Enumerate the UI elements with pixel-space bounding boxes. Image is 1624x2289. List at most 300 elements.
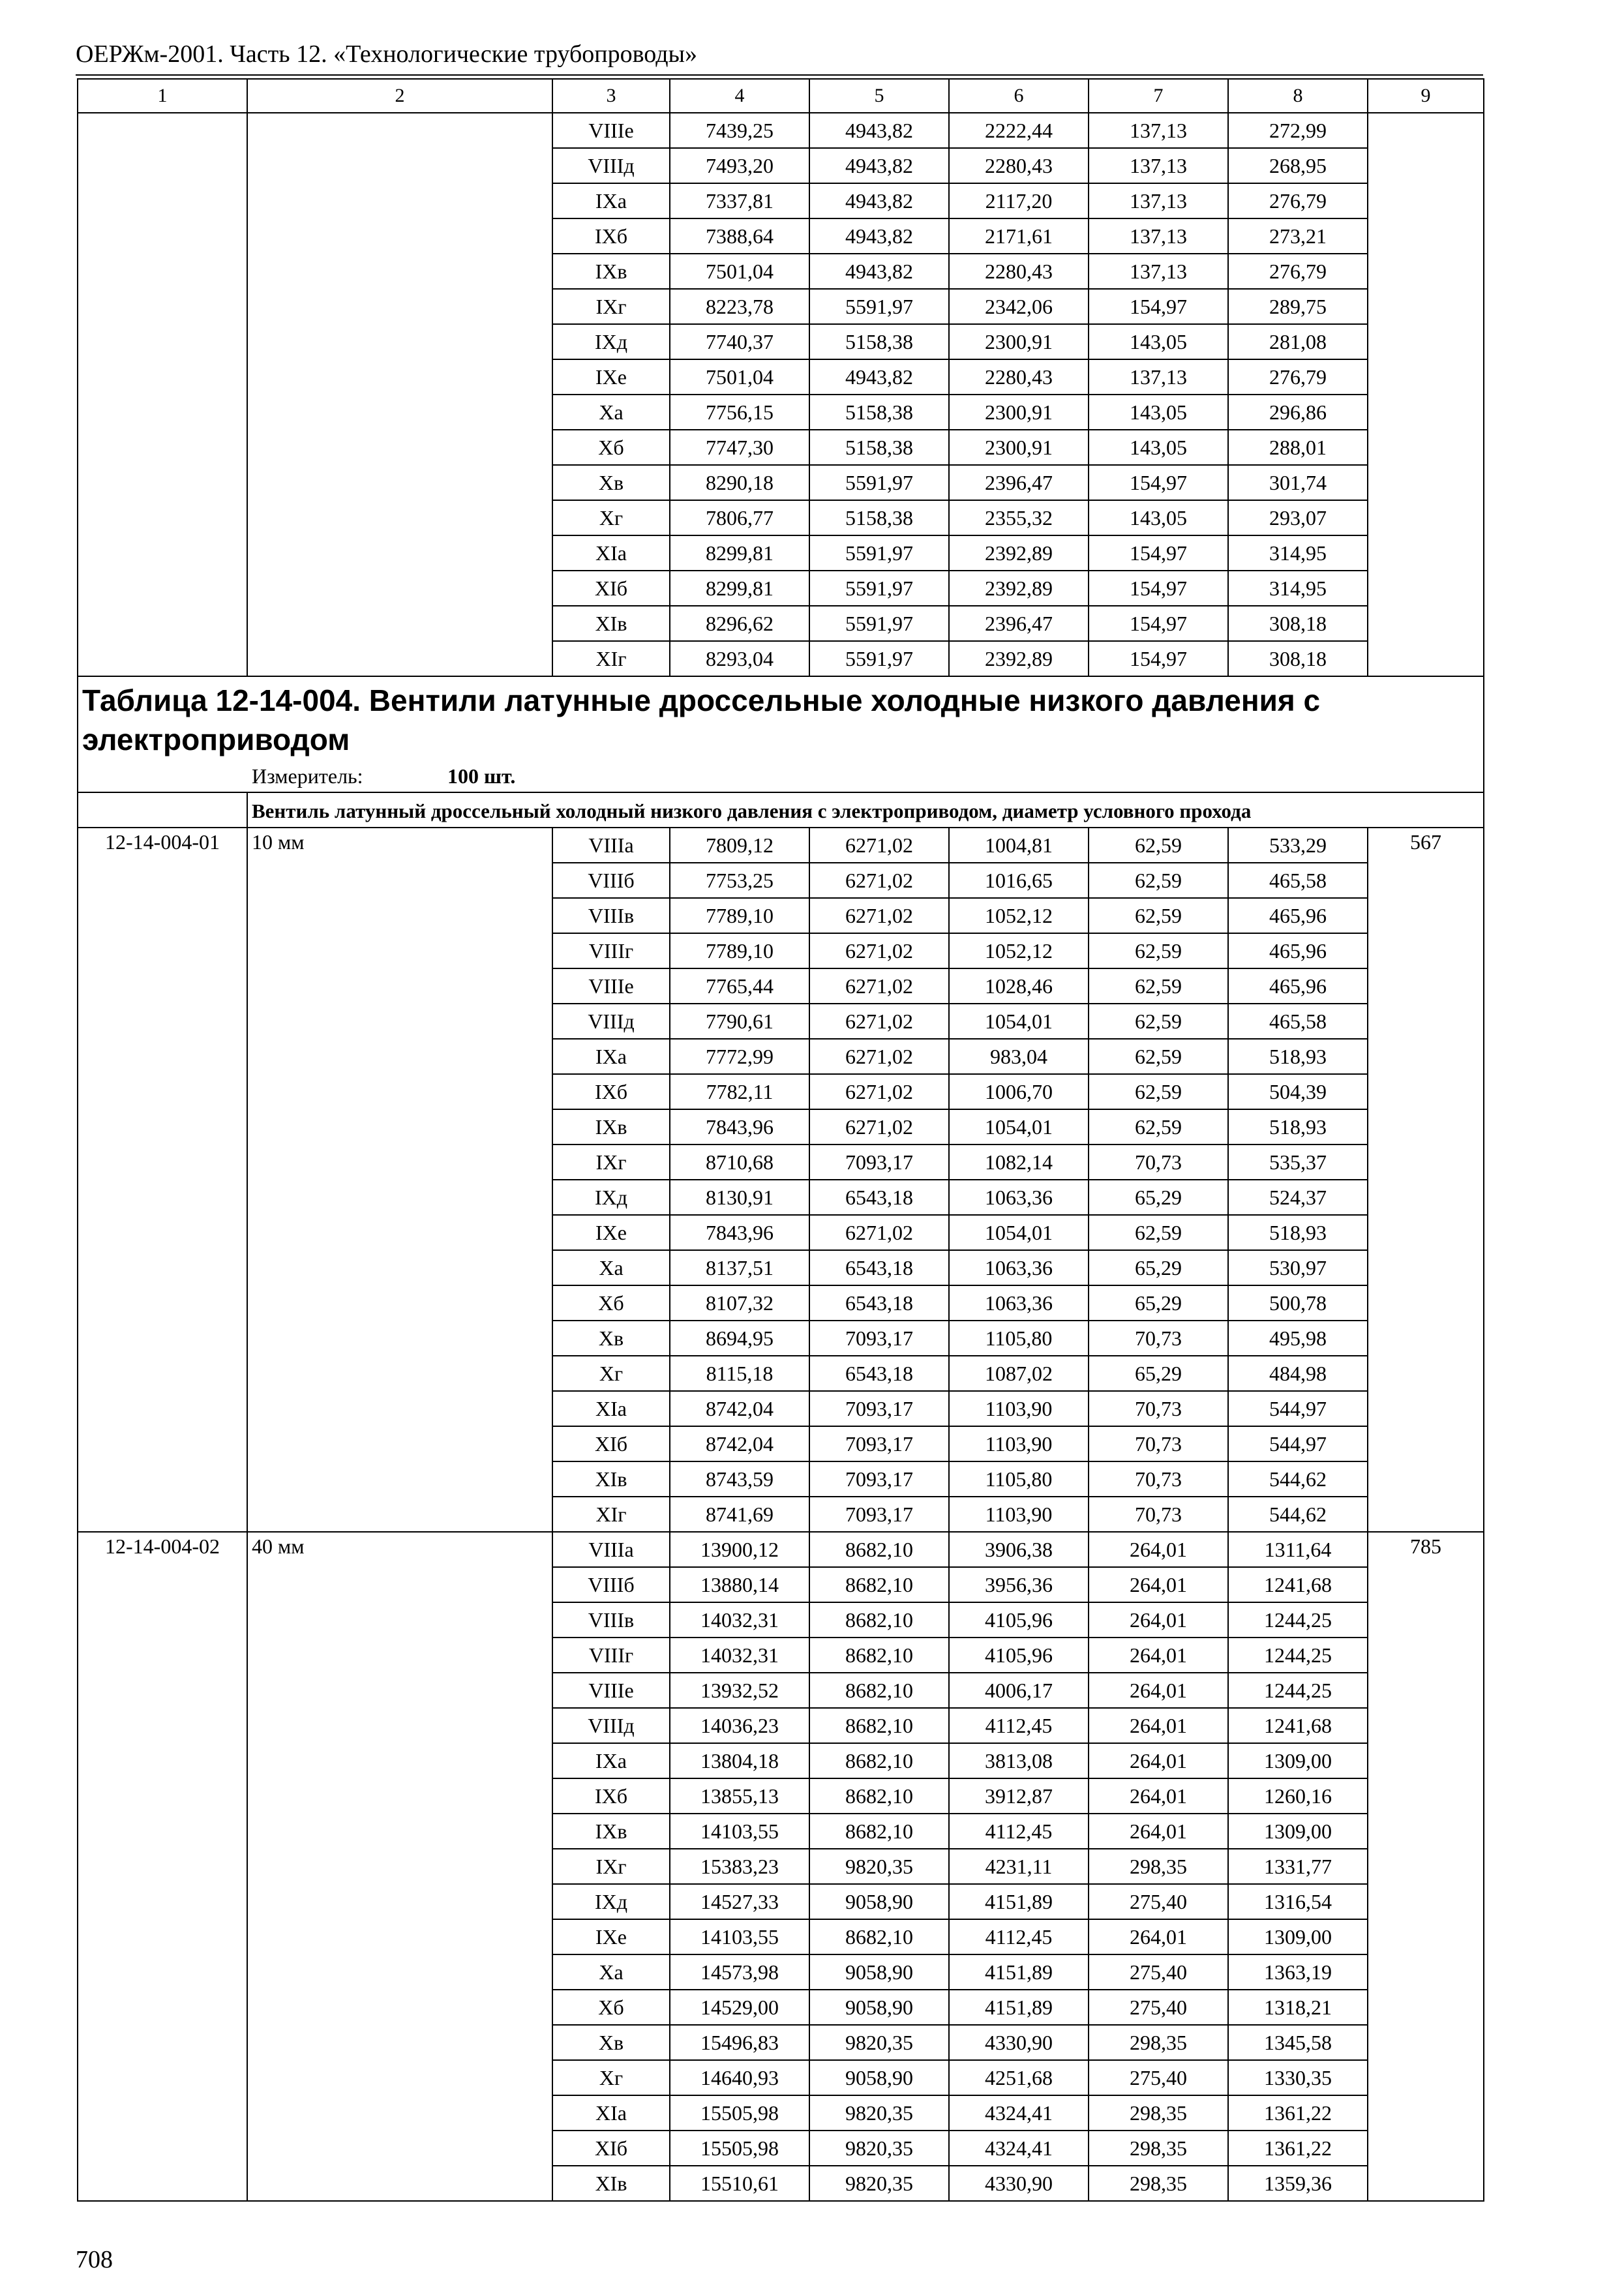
zone-cell: Xа (552, 395, 670, 430)
value-cell: 276,79 (1228, 254, 1368, 289)
value-cell: 2300,91 (949, 324, 1089, 359)
value-cell: 275,40 (1089, 1990, 1228, 2025)
price-table (77, 78, 1484, 2202)
value-cell: 264,01 (1089, 1532, 1228, 1567)
value-cell: 137,13 (1089, 218, 1228, 254)
value-cell: 5591,97 (809, 535, 949, 571)
value-cell: 533,29 (1228, 828, 1368, 863)
value-cell: 2280,43 (949, 359, 1089, 395)
value-cell: 1082,14 (949, 1144, 1089, 1180)
value-cell: 293,07 (1228, 500, 1368, 535)
value-cell: 264,01 (1089, 1673, 1228, 1708)
value-cell: 14032,31 (670, 1602, 809, 1638)
measure-label: Измеритель: (252, 764, 363, 788)
zone-cell: VIIIб (552, 1567, 670, 1602)
value-cell: 1087,02 (949, 1356, 1089, 1391)
value-cell: 1054,01 (949, 1215, 1089, 1250)
value-cell: 1309,00 (1228, 1743, 1368, 1778)
value-cell: 281,08 (1228, 324, 1368, 359)
zone-cell: XIг (552, 1497, 670, 1532)
value-cell: 264,01 (1089, 1814, 1228, 1849)
column-number: 4 (670, 79, 809, 113)
zone-cell: VIIIд (552, 148, 670, 183)
value-cell: 465,58 (1228, 1004, 1368, 1039)
value-cell: 288,01 (1228, 430, 1368, 465)
value-cell: 3813,08 (949, 1743, 1089, 1778)
value-cell: 298,35 (1089, 2166, 1228, 2201)
value-cell: 2392,89 (949, 571, 1089, 606)
code-cell: 12-14-004-01 (78, 828, 247, 1532)
value-cell: 5591,97 (809, 571, 949, 606)
value-cell: 465,96 (1228, 968, 1368, 1004)
value-cell: 14573,98 (670, 1954, 809, 1990)
value-cell: 9058,90 (809, 2060, 949, 2095)
table-title: Таблица 12-14-004. Вентили латунные дроссельные холодные низкого давления с электроприводом (82, 683, 1321, 756)
value-cell: 70,73 (1089, 1144, 1228, 1180)
value-cell: 14032,31 (670, 1638, 809, 1673)
value-cell: 1318,21 (1228, 1990, 1368, 2025)
value-cell: 6271,02 (809, 933, 949, 968)
value-cell: 8682,10 (809, 1814, 949, 1849)
zone-cell: IXа (552, 183, 670, 218)
value-cell: 7501,04 (670, 359, 809, 395)
code-cell: 12-14-004-02 (78, 1532, 247, 2201)
value-cell: 4231,11 (949, 1849, 1089, 1884)
value-cell: 465,96 (1228, 898, 1368, 933)
zone-cell: VIIIб (552, 863, 670, 898)
zone-cell: Xб (552, 1285, 670, 1321)
value-cell: 298,35 (1089, 2025, 1228, 2060)
value-cell: 4324,41 (949, 2131, 1089, 2166)
zone-cell: VIIIе (552, 113, 670, 148)
value-cell: 1359,36 (1228, 2166, 1368, 2201)
value-cell: 4112,45 (949, 1814, 1089, 1849)
value-cell: 8299,81 (670, 535, 809, 571)
value-cell: 3906,38 (949, 1532, 1089, 1567)
zone-cell: XIа (552, 2095, 670, 2131)
value-cell: 6271,02 (809, 828, 949, 863)
value-cell: 276,79 (1228, 359, 1368, 395)
value-cell: 8130,91 (670, 1180, 809, 1215)
zone-cell: XIб (552, 571, 670, 606)
value-cell: 1244,25 (1228, 1638, 1368, 1673)
value-cell: 70,73 (1089, 1497, 1228, 1532)
value-cell: 273,21 (1228, 218, 1368, 254)
value-cell: 1105,80 (949, 1321, 1089, 1356)
column-number: 6 (949, 79, 1089, 113)
value-cell: 8743,59 (670, 1461, 809, 1497)
value-cell: 4151,89 (949, 1990, 1089, 2025)
value-cell: 7790,61 (670, 1004, 809, 1039)
value-cell: 264,01 (1089, 1919, 1228, 1954)
zone-cell: Xг (552, 500, 670, 535)
value-cell: 484,98 (1228, 1356, 1368, 1391)
value-cell: 1309,00 (1228, 1814, 1368, 1849)
value-cell: 4943,82 (809, 148, 949, 183)
value-cell: 4330,90 (949, 2166, 1089, 2201)
value-cell: 1331,77 (1228, 1849, 1368, 1884)
zone-cell: IXе (552, 1919, 670, 1954)
running-header: ОЕРЖм-2001. Часть 12. «Технологические трубопроводы» (76, 40, 698, 68)
value-cell: 500,78 (1228, 1285, 1368, 1321)
value-cell: 62,59 (1089, 1109, 1228, 1144)
zone-cell: XIв (552, 2166, 670, 2201)
measure-line (252, 763, 1479, 789)
value-cell: 62,59 (1089, 1004, 1228, 1039)
value-cell: 62,59 (1089, 1215, 1228, 1250)
value-cell: 1054,01 (949, 1109, 1089, 1144)
zone-cell: IXд (552, 1884, 670, 1919)
value-cell: 544,97 (1228, 1426, 1368, 1461)
value-cell: 15510,61 (670, 2166, 809, 2201)
value-cell: 15383,23 (670, 1849, 809, 1884)
value-cell: 5591,97 (809, 641, 949, 676)
value-cell: 4943,82 (809, 218, 949, 254)
col9-cell: 567 (1368, 828, 1484, 1532)
value-cell: 7501,04 (670, 254, 809, 289)
value-cell: 1244,25 (1228, 1602, 1368, 1638)
zone-cell: Xг (552, 1356, 670, 1391)
value-cell: 4943,82 (809, 183, 949, 218)
zone-cell: VIIIг (552, 933, 670, 968)
value-cell: 5591,97 (809, 289, 949, 324)
zone-cell: IXе (552, 1215, 670, 1250)
table-title-row (78, 676, 1484, 792)
value-cell: 275,40 (1089, 2060, 1228, 2095)
value-cell: 8293,04 (670, 641, 809, 676)
value-cell: 264,01 (1089, 1567, 1228, 1602)
value-cell: 8290,18 (670, 465, 809, 500)
value-cell: 2171,61 (949, 218, 1089, 254)
value-cell: 8137,51 (670, 1250, 809, 1285)
column-number: 2 (247, 79, 552, 113)
value-cell: 983,04 (949, 1039, 1089, 1074)
value-cell: 5158,38 (809, 500, 949, 535)
value-cell: 7740,37 (670, 324, 809, 359)
value-cell: 6271,02 (809, 968, 949, 1004)
table-body (78, 79, 1484, 2201)
zone-cell: IXа (552, 1039, 670, 1074)
value-cell: 7782,11 (670, 1074, 809, 1109)
zone-cell: XIа (552, 1391, 670, 1426)
zone-cell: IXд (552, 324, 670, 359)
value-cell: 9820,35 (809, 2095, 949, 2131)
value-cell: 143,05 (1089, 395, 1228, 430)
zone-cell: IXб (552, 1778, 670, 1814)
description-row (78, 792, 1484, 828)
value-cell: 2300,91 (949, 395, 1089, 430)
value-cell: 1241,68 (1228, 1567, 1368, 1602)
value-cell: 1004,81 (949, 828, 1089, 863)
col9-cell (1368, 113, 1484, 676)
value-cell: 4105,96 (949, 1602, 1089, 1638)
value-cell: 2396,47 (949, 606, 1089, 641)
value-cell: 2392,89 (949, 641, 1089, 676)
zone-cell: VIIIе (552, 1673, 670, 1708)
value-cell: 65,29 (1089, 1180, 1228, 1215)
value-cell: 6543,18 (809, 1250, 949, 1285)
col9-cell: 785 (1368, 1532, 1484, 2201)
value-cell: 4943,82 (809, 113, 949, 148)
zone-cell: Xв (552, 2025, 670, 2060)
value-cell: 154,97 (1089, 289, 1228, 324)
value-cell: 5158,38 (809, 324, 949, 359)
zone-cell: IXе (552, 359, 670, 395)
value-cell: 70,73 (1089, 1321, 1228, 1356)
value-cell: 275,40 (1089, 1884, 1228, 1919)
zone-cell: VIIIа (552, 1532, 670, 1567)
value-cell: 1016,65 (949, 863, 1089, 898)
zone-cell: XIа (552, 535, 670, 571)
value-cell: 8115,18 (670, 1356, 809, 1391)
value-cell: 1063,36 (949, 1285, 1089, 1321)
value-cell: 518,93 (1228, 1039, 1368, 1074)
zone-cell: VIIIг (552, 1638, 670, 1673)
value-cell: 264,01 (1089, 1638, 1228, 1673)
value-cell: 62,59 (1089, 933, 1228, 968)
value-cell: 7756,15 (670, 395, 809, 430)
value-cell: 143,05 (1089, 324, 1228, 359)
value-cell: 298,35 (1089, 2131, 1228, 2166)
value-cell: 7093,17 (809, 1497, 949, 1532)
name-cell: 40 мм (247, 1532, 552, 2201)
value-cell: 4324,41 (949, 2095, 1089, 2131)
value-cell: 9820,35 (809, 2131, 949, 2166)
value-cell: 137,13 (1089, 183, 1228, 218)
name-cell: 10 мм (247, 828, 552, 1532)
value-cell: 264,01 (1089, 1743, 1228, 1778)
zone-cell: IXд (552, 1180, 670, 1215)
value-cell: 13880,14 (670, 1567, 809, 1602)
value-cell: 8682,10 (809, 1567, 949, 1602)
value-cell: 495,98 (1228, 1321, 1368, 1356)
column-number: 1 (78, 79, 247, 113)
value-cell: 13855,13 (670, 1778, 809, 1814)
value-cell: 1361,22 (1228, 2095, 1368, 2131)
value-cell: 1103,90 (949, 1426, 1089, 1461)
value-cell: 7093,17 (809, 1144, 949, 1180)
value-cell: 14529,00 (670, 1990, 809, 2025)
zone-cell: IXб (552, 1074, 670, 1109)
value-cell: 5158,38 (809, 395, 949, 430)
value-cell: 62,59 (1089, 828, 1228, 863)
value-cell: 7809,12 (670, 828, 809, 863)
value-cell: 3956,36 (949, 1567, 1089, 1602)
value-cell: 7388,64 (670, 218, 809, 254)
value-cell: 1063,36 (949, 1250, 1089, 1285)
table-row (78, 828, 1484, 863)
value-cell: 5158,38 (809, 430, 949, 465)
zone-cell: XIв (552, 1461, 670, 1497)
value-cell: 154,97 (1089, 535, 1228, 571)
value-cell: 1105,80 (949, 1461, 1089, 1497)
value-cell: 7337,81 (670, 183, 809, 218)
value-cell: 268,95 (1228, 148, 1368, 183)
zone-cell: VIIIд (552, 1004, 670, 1039)
value-cell: 65,29 (1089, 1356, 1228, 1391)
value-cell: 8299,81 (670, 571, 809, 606)
value-cell: 7493,20 (670, 148, 809, 183)
table-row (78, 113, 1484, 148)
value-cell: 9058,90 (809, 1884, 949, 1919)
value-cell: 62,59 (1089, 863, 1228, 898)
value-cell: 62,59 (1089, 968, 1228, 1004)
value-cell: 7789,10 (670, 933, 809, 968)
value-cell: 6271,02 (809, 1039, 949, 1074)
zone-cell: VIIIв (552, 898, 670, 933)
value-cell: 4151,89 (949, 1954, 1089, 1990)
column-number: 3 (552, 79, 670, 113)
zone-cell: IXг (552, 289, 670, 324)
value-cell: 7843,96 (670, 1109, 809, 1144)
value-cell: 15505,98 (670, 2131, 809, 2166)
zone-cell: IXг (552, 1849, 670, 1884)
zone-cell: XIг (552, 641, 670, 676)
value-cell: 14640,93 (670, 2060, 809, 2095)
value-cell: 518,93 (1228, 1215, 1368, 1250)
value-cell: 6271,02 (809, 863, 949, 898)
value-cell: 8742,04 (670, 1426, 809, 1461)
value-cell: 8682,10 (809, 1673, 949, 1708)
value-cell: 137,13 (1089, 113, 1228, 148)
value-cell: 8107,32 (670, 1285, 809, 1321)
value-cell: 2392,89 (949, 535, 1089, 571)
zone-cell: Xв (552, 465, 670, 500)
value-cell: 544,97 (1228, 1391, 1368, 1426)
value-cell: 1309,00 (1228, 1919, 1368, 1954)
value-cell: 298,35 (1089, 2095, 1228, 2131)
value-cell: 6543,18 (809, 1285, 949, 1321)
zone-cell: Xб (552, 430, 670, 465)
zone-cell: VIIIе (552, 968, 670, 1004)
value-cell: 4112,45 (949, 1919, 1089, 1954)
value-cell: 14103,55 (670, 1814, 809, 1849)
value-cell: 70,73 (1089, 1426, 1228, 1461)
value-cell: 143,05 (1089, 430, 1228, 465)
zone-cell: IXв (552, 254, 670, 289)
value-cell: 5591,97 (809, 465, 949, 500)
value-cell: 8694,95 (670, 1321, 809, 1356)
value-cell: 8682,10 (809, 1919, 949, 1954)
zone-cell: Xг (552, 2060, 670, 2095)
value-cell: 296,86 (1228, 395, 1368, 430)
value-cell: 314,95 (1228, 571, 1368, 606)
value-cell: 7843,96 (670, 1215, 809, 1250)
measure-value: 100 шт. (447, 764, 516, 788)
value-cell: 4105,96 (949, 1638, 1089, 1673)
value-cell: 524,37 (1228, 1180, 1368, 1215)
zone-cell: VIIIв (552, 1602, 670, 1638)
value-cell: 1311,64 (1228, 1532, 1368, 1567)
value-cell: 143,05 (1089, 500, 1228, 535)
zone-cell: XIб (552, 1426, 670, 1461)
value-cell: 535,37 (1228, 1144, 1368, 1180)
value-cell: 6543,18 (809, 1356, 949, 1391)
value-cell: 518,93 (1228, 1109, 1368, 1144)
value-cell: 8296,62 (670, 606, 809, 641)
column-number: 5 (809, 79, 949, 113)
value-cell: 7093,17 (809, 1461, 949, 1497)
value-cell: 2342,06 (949, 289, 1089, 324)
value-cell: 62,59 (1089, 898, 1228, 933)
value-cell: 2280,43 (949, 148, 1089, 183)
value-cell: 2117,20 (949, 183, 1089, 218)
value-cell: 530,97 (1228, 1250, 1368, 1285)
value-cell: 13900,12 (670, 1532, 809, 1567)
value-cell: 2280,43 (949, 254, 1089, 289)
value-cell: 2222,44 (949, 113, 1089, 148)
value-cell: 154,97 (1089, 571, 1228, 606)
column-number-row (78, 79, 1484, 113)
value-cell: 2355,32 (949, 500, 1089, 535)
column-number: 9 (1368, 79, 1484, 113)
value-cell: 65,29 (1089, 1285, 1228, 1321)
zone-cell: XIв (552, 606, 670, 641)
value-cell: 8710,68 (670, 1144, 809, 1180)
value-cell: 13804,18 (670, 1743, 809, 1778)
value-cell: 6271,02 (809, 1074, 949, 1109)
value-cell: 137,13 (1089, 359, 1228, 395)
value-cell: 8682,10 (809, 1778, 949, 1814)
value-cell: 301,74 (1228, 465, 1368, 500)
value-cell: 6271,02 (809, 1215, 949, 1250)
value-cell: 1345,58 (1228, 2025, 1368, 2060)
header-rule (76, 74, 1483, 76)
value-cell: 4112,45 (949, 1708, 1089, 1743)
value-cell: 137,13 (1089, 254, 1228, 289)
value-cell: 9058,90 (809, 1954, 949, 1990)
value-cell: 1241,68 (1228, 1708, 1368, 1743)
value-cell: 9058,90 (809, 1990, 949, 2025)
value-cell: 1330,35 (1228, 2060, 1368, 2095)
value-cell: 1363,19 (1228, 1954, 1368, 1990)
value-cell: 1361,22 (1228, 2131, 1368, 2166)
column-number: 7 (1089, 79, 1228, 113)
value-cell: 6543,18 (809, 1180, 949, 1215)
value-cell: 7093,17 (809, 1321, 949, 1356)
value-cell: 465,58 (1228, 863, 1368, 898)
value-cell: 8682,10 (809, 1708, 949, 1743)
value-cell: 1103,90 (949, 1391, 1089, 1426)
value-cell: 65,29 (1089, 1250, 1228, 1285)
zone-cell: IXб (552, 218, 670, 254)
value-cell: 1103,90 (949, 1497, 1089, 1532)
value-cell: 276,79 (1228, 183, 1368, 218)
value-cell: 264,01 (1089, 1778, 1228, 1814)
value-cell: 1260,16 (1228, 1778, 1368, 1814)
zone-cell: XIб (552, 2131, 670, 2166)
value-cell: 14103,55 (670, 1919, 809, 1954)
value-cell: 544,62 (1228, 1497, 1368, 1532)
value-cell: 154,97 (1089, 606, 1228, 641)
value-cell: 264,01 (1089, 1602, 1228, 1638)
value-cell: 6271,02 (809, 898, 949, 933)
value-cell: 1006,70 (949, 1074, 1089, 1109)
zone-cell: Xа (552, 1250, 670, 1285)
value-cell: 8682,10 (809, 1743, 949, 1778)
value-cell: 70,73 (1089, 1461, 1228, 1497)
description-blank-cell (78, 792, 247, 828)
value-cell: 5591,97 (809, 606, 949, 641)
value-cell: 3912,87 (949, 1778, 1089, 1814)
zone-cell: Xб (552, 1990, 670, 2025)
value-cell: 275,40 (1089, 1954, 1228, 1990)
description-cell: Вентиль латунный дроссельный холодный низкого давления с электроприводом, диаметр условного прохода (247, 792, 1484, 828)
zone-cell: VIIIа (552, 828, 670, 863)
value-cell: 4943,82 (809, 254, 949, 289)
value-cell: 1052,12 (949, 933, 1089, 968)
value-cell: 7747,30 (670, 430, 809, 465)
